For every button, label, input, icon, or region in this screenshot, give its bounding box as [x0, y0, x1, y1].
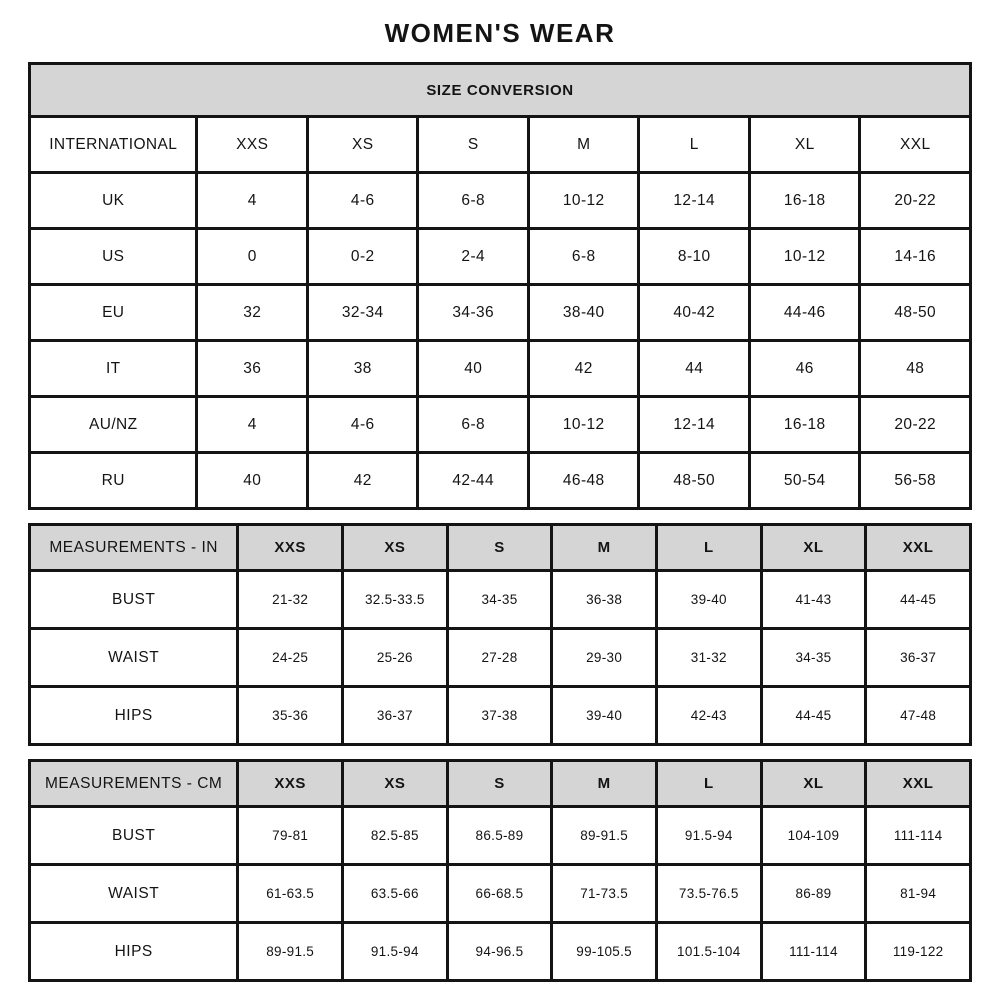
- size-column-header: XXS: [238, 525, 343, 571]
- value-cell: 104-109: [761, 807, 866, 865]
- value-cell: 56-58: [860, 453, 971, 509]
- table-row: [30, 865, 971, 923]
- value-cell: 82.5-85: [343, 807, 448, 865]
- value-cell: 48-50: [639, 453, 750, 509]
- value-cell: 21-32: [238, 571, 343, 629]
- value-cell: 66-68.5: [447, 865, 552, 923]
- value-cell: 99-105.5: [552, 923, 657, 981]
- value-cell: 0-2: [307, 229, 418, 285]
- value-cell: 89-91.5: [552, 807, 657, 865]
- value-cell: 94-96.5: [447, 923, 552, 981]
- value-cell: 36-38: [552, 571, 657, 629]
- value-cell: 27-28: [447, 629, 552, 687]
- size-column-header: XXL: [866, 525, 971, 571]
- value-cell: 38-40: [528, 285, 639, 341]
- table-row: [30, 341, 971, 397]
- size-column-header: L: [656, 761, 761, 807]
- value-cell: 35-36: [238, 687, 343, 745]
- measurements-in-body: [30, 525, 971, 745]
- value-cell: 44-45: [866, 571, 971, 629]
- value-cell: 73.5-76.5: [656, 865, 761, 923]
- value-cell: 71-73.5: [552, 865, 657, 923]
- size-column-header: XL: [761, 761, 866, 807]
- page-title: WOMEN'S WEAR: [384, 18, 616, 48]
- size-column-header: XS: [343, 525, 448, 571]
- value-cell: 40-42: [639, 285, 750, 341]
- value-cell: 40: [197, 453, 308, 509]
- value-cell: 34-35: [447, 571, 552, 629]
- size-column-header: M: [552, 761, 657, 807]
- value-cell: 39-40: [656, 571, 761, 629]
- table-row: [30, 229, 971, 285]
- size-column-header: L: [639, 117, 750, 173]
- value-cell: 10-12: [528, 397, 639, 453]
- size-column-header: S: [447, 761, 552, 807]
- value-cell: 36-37: [866, 629, 971, 687]
- size-column-header: XXL: [866, 761, 971, 807]
- value-cell: 25-26: [343, 629, 448, 687]
- header-row: [30, 117, 971, 173]
- row-label-cell: BUST: [30, 571, 238, 629]
- value-cell: 2-4: [418, 229, 529, 285]
- value-cell: 14-16: [860, 229, 971, 285]
- measurements-in-table: [28, 523, 972, 746]
- size-conversion-table: [28, 62, 972, 510]
- value-cell: 6-8: [418, 397, 529, 453]
- value-cell: 81-94: [866, 865, 971, 923]
- value-cell: 32.5-33.5: [343, 571, 448, 629]
- table-header-label: MEASUREMENTS - IN: [30, 525, 238, 571]
- value-cell: 44-45: [761, 687, 866, 745]
- size-column-header: XS: [307, 117, 418, 173]
- value-cell: 4-6: [307, 397, 418, 453]
- value-cell: 20-22: [860, 173, 971, 229]
- value-cell: 32: [197, 285, 308, 341]
- value-cell: 41-43: [761, 571, 866, 629]
- value-cell: 42-44: [418, 453, 529, 509]
- value-cell: 111-114: [761, 923, 866, 981]
- row-label-cell: BUST: [30, 807, 238, 865]
- size-conversion-banner: SIZE CONVERSION: [30, 64, 971, 117]
- value-cell: 119-122: [866, 923, 971, 981]
- value-cell: 101.5-104: [656, 923, 761, 981]
- value-cell: 89-91.5: [238, 923, 343, 981]
- size-column-header: XXL: [860, 117, 971, 173]
- size-conversion-body: [30, 117, 971, 509]
- size-column-header: L: [656, 525, 761, 571]
- value-cell: 34-35: [761, 629, 866, 687]
- row-label-cell: AU/NZ: [30, 397, 197, 453]
- row-label-cell: RU: [30, 453, 197, 509]
- header-row: [30, 525, 971, 571]
- value-cell: 111-114: [866, 807, 971, 865]
- value-cell: 37-38: [447, 687, 552, 745]
- row-label-cell: US: [30, 229, 197, 285]
- value-cell: 4-6: [307, 173, 418, 229]
- value-cell: 8-10: [639, 229, 750, 285]
- size-column-header: XS: [343, 761, 448, 807]
- value-cell: 46: [749, 341, 860, 397]
- size-column-header: S: [418, 117, 529, 173]
- value-cell: 16-18: [749, 173, 860, 229]
- value-cell: 32-34: [307, 285, 418, 341]
- size-column-header: S: [447, 525, 552, 571]
- table-row: [30, 173, 971, 229]
- value-cell: 6-8: [418, 173, 529, 229]
- value-cell: 4: [197, 173, 308, 229]
- value-cell: 91.5-94: [343, 923, 448, 981]
- value-cell: 86-89: [761, 865, 866, 923]
- value-cell: 31-32: [656, 629, 761, 687]
- value-cell: 46-48: [528, 453, 639, 509]
- table-row: [30, 453, 971, 509]
- measurements-cm-body: [30, 761, 971, 981]
- table-row: [30, 807, 971, 865]
- row-label-cell: IT: [30, 341, 197, 397]
- value-cell: 42: [307, 453, 418, 509]
- value-cell: 39-40: [552, 687, 657, 745]
- value-cell: 86.5-89: [447, 807, 552, 865]
- table-row: [30, 687, 971, 745]
- value-cell: 38: [307, 341, 418, 397]
- row-label-cell: UK: [30, 173, 197, 229]
- value-cell: 42-43: [656, 687, 761, 745]
- value-cell: 61-63.5: [238, 865, 343, 923]
- value-cell: 10-12: [749, 229, 860, 285]
- value-cell: 50-54: [749, 453, 860, 509]
- table-header-label: INTERNATIONAL: [30, 117, 197, 173]
- header-row: [30, 761, 971, 807]
- value-cell: 29-30: [552, 629, 657, 687]
- value-cell: 79-81: [238, 807, 343, 865]
- size-conversion-banner-row: [30, 64, 971, 117]
- row-label-cell: HIPS: [30, 687, 238, 745]
- size-column-header: XL: [749, 117, 860, 173]
- measurements-cm-table: [28, 759, 972, 982]
- value-cell: 16-18: [749, 397, 860, 453]
- table-row: [30, 629, 971, 687]
- size-column-header: XXS: [238, 761, 343, 807]
- value-cell: 63.5-66: [343, 865, 448, 923]
- size-column-header: M: [552, 525, 657, 571]
- table-row: [30, 285, 971, 341]
- size-column-header: M: [528, 117, 639, 173]
- size-column-header: XXS: [197, 117, 308, 173]
- value-cell: 10-12: [528, 173, 639, 229]
- value-cell: 12-14: [639, 397, 750, 453]
- value-cell: 36-37: [343, 687, 448, 745]
- size-column-header: XL: [761, 525, 866, 571]
- value-cell: 12-14: [639, 173, 750, 229]
- value-cell: 40: [418, 341, 529, 397]
- value-cell: 20-22: [860, 397, 971, 453]
- value-cell: 36: [197, 341, 308, 397]
- value-cell: 44: [639, 341, 750, 397]
- value-cell: 91.5-94: [656, 807, 761, 865]
- value-cell: 42: [528, 341, 639, 397]
- value-cell: 6-8: [528, 229, 639, 285]
- value-cell: 48: [860, 341, 971, 397]
- row-label-cell: WAIST: [30, 865, 238, 923]
- value-cell: 34-36: [418, 285, 529, 341]
- table-row: [30, 923, 971, 981]
- value-cell: 48-50: [860, 285, 971, 341]
- row-label-cell: WAIST: [30, 629, 238, 687]
- row-label-cell: HIPS: [30, 923, 238, 981]
- table-row: [30, 397, 971, 453]
- row-label-cell: EU: [30, 285, 197, 341]
- table-header-label: MEASUREMENTS - CM: [30, 761, 238, 807]
- value-cell: 0: [197, 229, 308, 285]
- value-cell: 4: [197, 397, 308, 453]
- value-cell: 47-48: [866, 687, 971, 745]
- value-cell: 24-25: [238, 629, 343, 687]
- value-cell: 44-46: [749, 285, 860, 341]
- table-row: [30, 571, 971, 629]
